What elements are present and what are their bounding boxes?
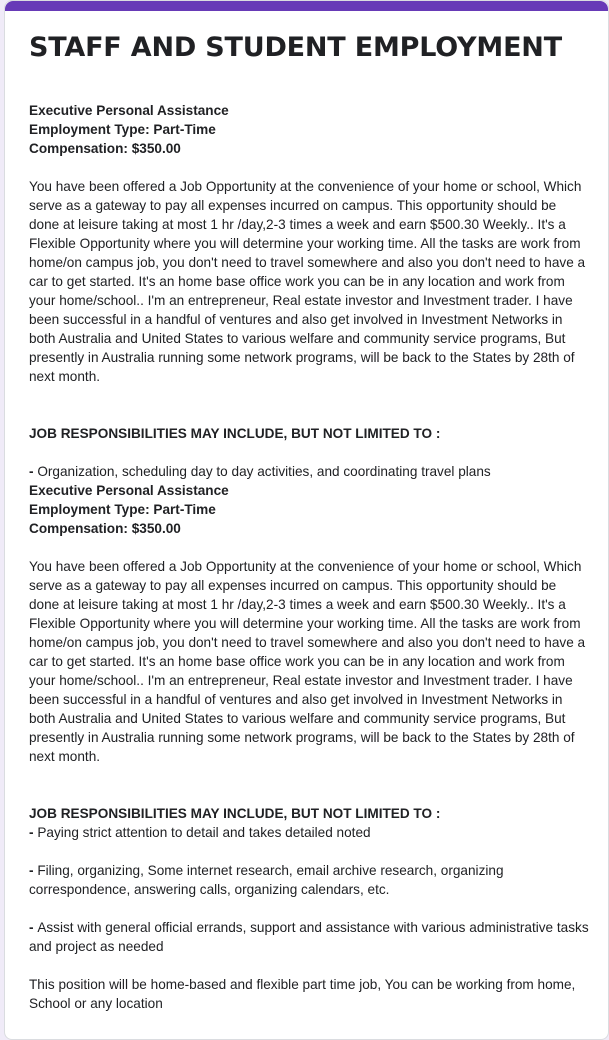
offer-paragraph: You have been offered a Job Opportunity at the convenience of your home or school, Which serve as a gateway to pay all expenses incurred on campus. This opportunity should be done at leisure taking at most 1 hr /day,2-3 times a week and earn $500.30 Weekly.. It's a Flexible Opportunity where you will determine your working time. All the tasks are work from home/on campus job, you don't need to travel somewhere and also you don't need to have a car to get started. It's an home base office work you can be in any location and work from your home/school.. I'm an entrepreneur, Real estate investor and Investment trader. I have been successful in a handful of ventures and also get involved in Investment Networks in both Australia and United States to various welfare and community service programs, But presently in Australia running some network programs, will be back to the States by 28th of next month. <box>29 179 586 384</box>
compensation: Compensation: $350.00 <box>29 141 181 156</box>
responsibility-item: - Paying strict attention to detail and takes detailed noted <box>29 825 371 840</box>
form-header-card <box>4 0 609 1040</box>
responsibility-item: - Organization, scheduling day to day activities, and coordinating travel plans <box>29 464 491 479</box>
responsibility-item: - Assist with general official errands, support and assistance with various administrative tasks and project as needed <box>29 920 589 954</box>
position-title: Executive Personal Assistance <box>29 103 229 118</box>
responsibility-item: - Filing, organizing, Some internet research, email archive research, organizing correspondence, answering calls, organizing calendars, etc. <box>29 863 504 897</box>
form-title: STAFF AND STUDENT EMPLOYMENT <box>29 32 562 63</box>
responsibility-item-text: Assist with general official errands, support and assistance with various administrative tasks and project as needed <box>29 920 589 954</box>
employment-type: Employment Type: Part-Time <box>29 502 216 517</box>
offer-paragraph: You have been offered a Job Opportunity at the convenience of your home or school, Which serve as a gateway to pay all expenses incurred on campus. This opportunity should be done at leisure taking at most 1 hr /day,2-3 times a week and earn $500.30 Weekly.. It's a Flexible Opportunity where you will determine your working time. All the tasks are work from home/on campus job, you don't need to travel somewhere and also you don't need to have a car to get started. It's an home base office work you can be in any location and work from your home/school.. I'm an entrepreneur, Real estate investor and Investment trader. I have been successful in a handful of ventures and also get involved in Investment Networks in both Australia and United States to various welfare and community service programs, But presently in Australia running some network programs, will be back to the States by 28th of next month. <box>29 559 586 764</box>
responsibility-item-text: Paying strict attention to detail and takes detailed noted <box>37 825 371 840</box>
closing-paragraph: This position will be home-based and flexible part time job, You can be working from home, School or any location <box>29 977 576 1011</box>
responsibilities-heading: JOB RESPONSIBILITIES MAY INCLUDE, BUT NOT LIMITED TO : <box>29 426 441 441</box>
responsibility-item-text: Filing, organizing, Some internet research, email archive research, organizing correspondence, answering calls, organizing calendars, etc. <box>29 863 504 897</box>
compensation: Compensation: $350.00 <box>29 521 181 536</box>
responsibilities-heading: JOB RESPONSIBILITIES MAY INCLUDE, BUT NOT LIMITED TO : <box>29 806 441 821</box>
employment-type: Employment Type: Part-Time <box>29 122 216 137</box>
responsibility-item-text: Organization, scheduling day to day activities, and coordinating travel plans <box>37 464 491 479</box>
position-title: Executive Personal Assistance <box>29 483 229 498</box>
form-description <box>29 101 590 1013</box>
form-header-content <box>5 11 608 1013</box>
form-accent-bar <box>5 1 608 11</box>
